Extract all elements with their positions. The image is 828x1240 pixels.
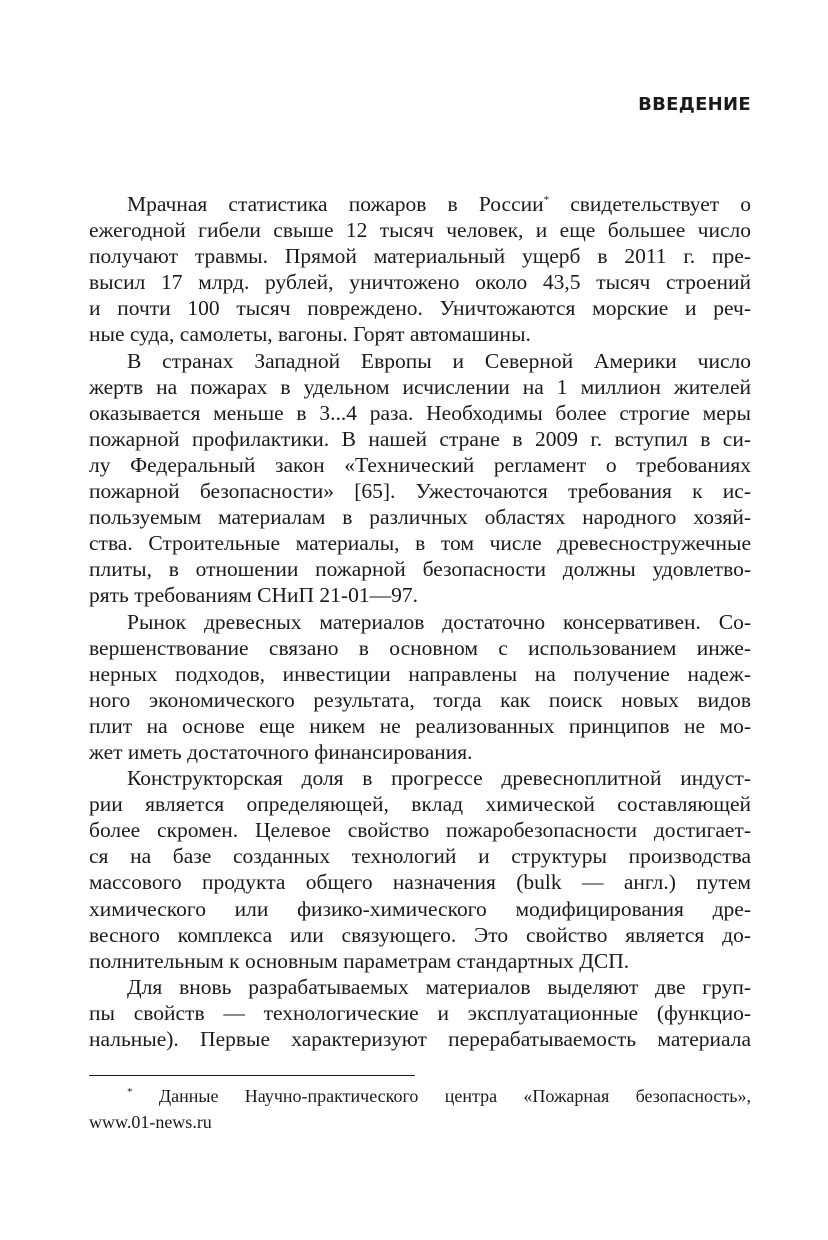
paragraph-4-line: ся на базе созданных технологий и структуры производства — [89, 844, 751, 869]
paragraph-1-line: ные суда, самолеты, вагоны. Горят автомашины. — [89, 322, 531, 347]
paragraph-2-line: оказывается меньше в 3...4 раза. Необходимы более строгие меры — [89, 400, 751, 425]
paragraph-4-line: химического или физико-химического модифицирования дре- — [89, 896, 751, 921]
paragraph-2-line: пожарной безопасности» [65]. Ужесточаются требования к ис- — [89, 479, 751, 504]
paragraph-5-line: пы свойств — технологические и эксплуатационные (функцио- — [89, 1000, 751, 1025]
paragraph-1-line: ежегодной гибели свыше 12 тысяч человек, и еще большее число — [89, 218, 751, 243]
paragraph-2-line: плиты, в отношении пожарной безопасности должны удовлетво- — [89, 557, 751, 582]
paragraph-2-line: пожарной профилактики. В нашей стране в 2009 г. вступил в си- — [89, 426, 751, 451]
paragraph-3-line: жет иметь достаточного финансирования. — [89, 739, 473, 764]
paragraph-4-line: Конструкторская доля в прогрессе древесноплитной индуст- — [127, 766, 751, 791]
footnote-line-1: * Данные Научно-практического центра «Пожарная безопасность», — [127, 1086, 751, 1106]
paragraph-5-line: Для вновь разрабатываемых материалов выделяют две груп- — [127, 974, 751, 999]
body-text — [89, 191, 751, 1052]
paragraph-4-line: более скромен. Целевое свойство пожаробезопасности достигает- — [89, 818, 751, 843]
paragraph-1-line: высил 17 млрд. рублей, уничтожено около 43,5 тысяч строений — [89, 270, 751, 295]
paragraph-3-line: нерных подходов, инвестиции направлены на получение надеж- — [89, 661, 751, 686]
paragraph-2-line: жертв на пожарах в удельном исчислении на 1 миллион жителей — [89, 374, 751, 399]
paragraph-1-line: и почти 100 тысяч повреждено. Уничтожаются морские и реч- — [89, 296, 751, 321]
paragraph-4-line: весного комплекса или связующего. Это свойство является до- — [89, 922, 751, 947]
paragraph-2-line: пользуемым материалам в различных областях народного хозяй- — [89, 505, 751, 530]
footnote-marker: * — [127, 1086, 133, 1098]
page-heading: ВВЕДЕНИЕ — [638, 94, 751, 115]
paragraph-4-line: полнительным к основным параметрам стандартных ДСП. — [89, 948, 630, 973]
footnote-divider — [89, 1075, 415, 1076]
footnote — [89, 1085, 751, 1137]
paragraph-5-line: нальные). Первые характеризуют перерабатываемость материала — [89, 1027, 751, 1051]
paragraph-3-line: Рынок древесных материалов достаточно консервативен. Со- — [127, 609, 751, 634]
paragraph-4-line: рии является определяющей, вклад химической составляющей — [89, 792, 751, 817]
paragraph-2-line: лу Федеральный закон «Технический регламент о требованиях — [89, 452, 751, 477]
paragraph-2-line: рять требованиям СНиП 21-01—97. — [89, 583, 418, 608]
paragraph-2-line: В странах Западной Европы и Северной Америки число — [127, 348, 751, 373]
paragraph-2-line: ства. Строительные материалы, в том числе древесностружечные — [89, 531, 751, 556]
footnote-line-2: www.01-news.ru — [89, 1112, 212, 1133]
paragraph-1-line: получают травмы. Прямой материальный ущерб в 2011 г. пре- — [89, 244, 751, 269]
paragraph-4-line: массового продукта общего назначения (bulk — англ.) путем — [89, 870, 751, 895]
paragraph-3-line: плит на основе еще никем не реализованных принципов не мо- — [89, 713, 751, 738]
paragraph-1-line-1: Мрачная статистика пожаров в России* свидетельствует о — [127, 192, 751, 216]
paragraph-3-line: вершенствование связано в основном с использованием инже- — [89, 635, 751, 660]
paragraph-3-line: ного экономического результата, тогда как поиск новых видов — [89, 687, 751, 712]
footnote-marker: * — [543, 193, 550, 206]
